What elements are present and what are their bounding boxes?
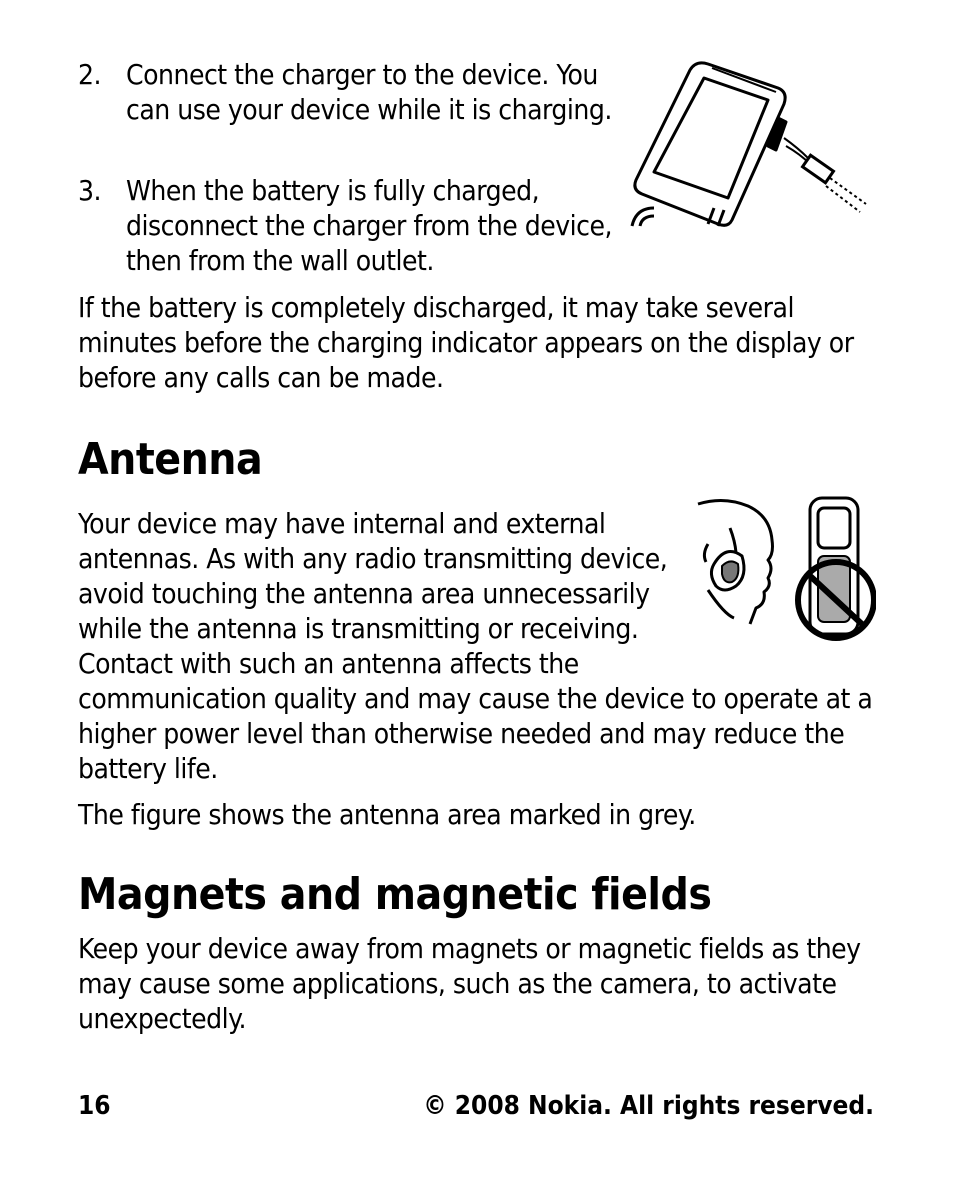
step-2 [78, 57, 618, 127]
magnets-paragraph: Keep your device away from magnets or magnetic fields as they may cause some applications, such as the camera, to activate unexpectedly. [78, 932, 861, 1035]
step-number: 2. [78, 58, 102, 91]
step-number: 3. [78, 174, 102, 207]
magnets-heading: Magnets and magnetic fields [78, 869, 712, 920]
step-3 [78, 173, 618, 278]
phone-charging-illustration [628, 58, 870, 230]
antenna-paragraph [78, 506, 878, 786]
figure-spacer [672, 506, 878, 678]
antenna-figure-note: The figure shows the antenna area marked in grey. [78, 798, 696, 831]
page-number: 16 [78, 1091, 111, 1121]
step-text: Connect the charger to the device. You can use your device while it is charging. [126, 58, 612, 126]
antenna-paragraph-text: Your device may have internal and external antennas. As with any radio transmitting device, avoid touching the antenna area unnecessarily while the antenna is transmitting or receiving. Contact with such an antenna affects the communication quality and may cause the device to operate at a higher power level than otherwise needed and may reduce the battery life. [78, 507, 873, 785]
antenna-heading: Antenna [78, 434, 263, 485]
copyright-notice: © 2008 Nokia. All rights reserved. [423, 1091, 874, 1121]
battery-discharged-note: If the battery is completely discharged, it may take several minutes before the charging indicator appears on the display or before any calls can be made. [78, 291, 854, 394]
step-text: When the battery is fully charged, disconnect the charger from the device, then from the wall outlet. [126, 174, 612, 277]
